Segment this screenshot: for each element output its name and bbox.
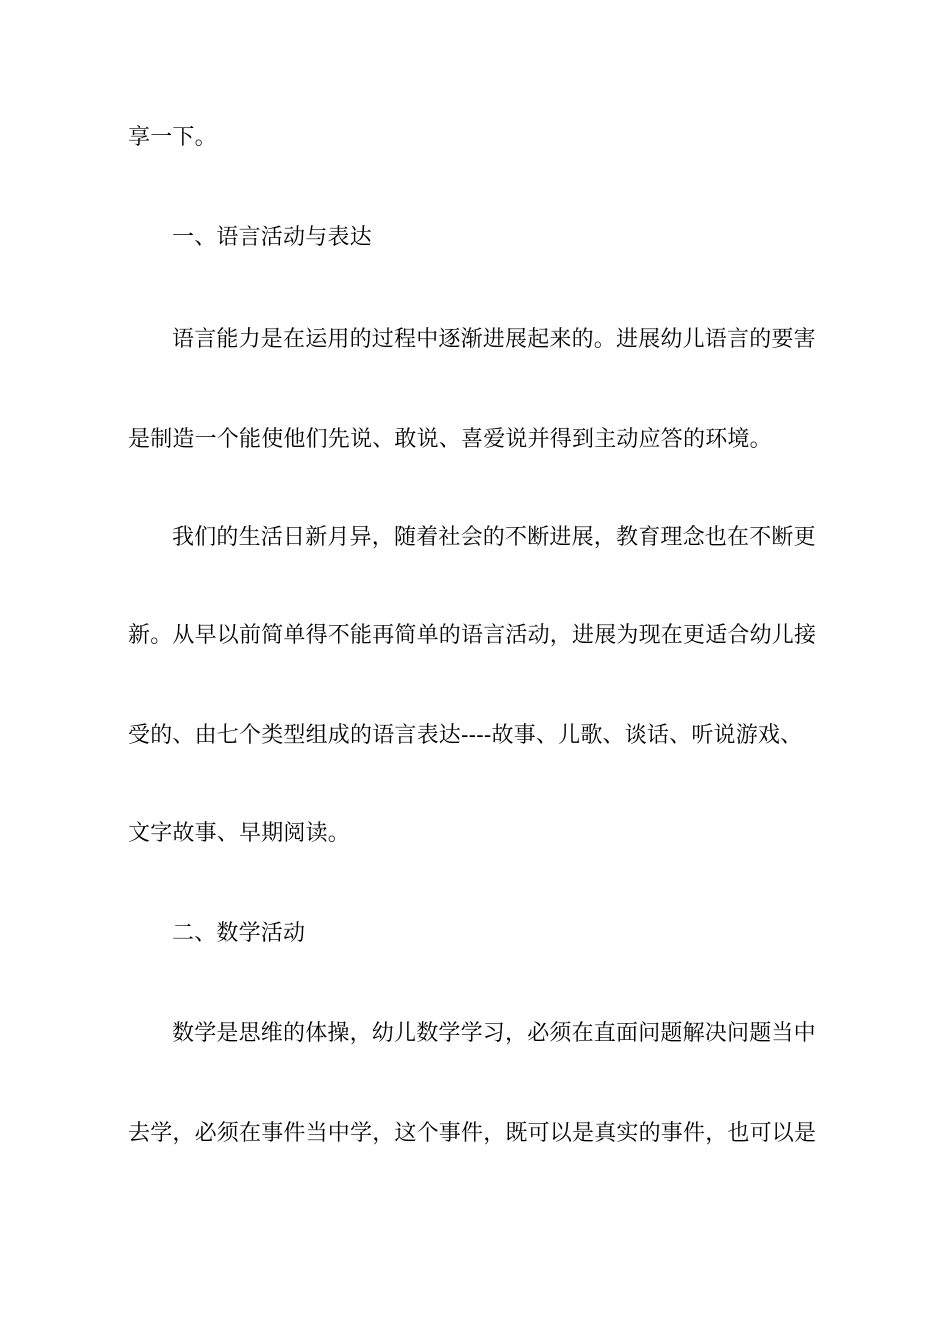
paragraph-line: 受的、由七个类型组成的语言表达----故事、儿歌、谈话、听说游戏、	[128, 723, 803, 748]
section-heading-language: 一、语言活动与表达	[172, 225, 372, 250]
paragraph-continuation-line: 享一下。	[128, 125, 217, 150]
section-heading-math: 二、数学活动	[172, 921, 306, 946]
paragraph-line: 数学是思维的体操，幼儿数学学习，必须在直面问题解决问题当中	[172, 1021, 816, 1046]
paragraph-line: 是制造一个能使他们先说、敢说、喜爱说并得到主动应答的环境。	[128, 427, 772, 452]
paragraph-line: 去学，必须在事件当中学，这个事件，既可以是真实的事件，也可以是	[128, 1121, 817, 1146]
paragraph-line: 新。从早以前简单得不能再简单的语言活动，进展为现在更适合幼儿接	[128, 623, 817, 648]
paragraph-line: 文字故事、早期阅读。	[128, 821, 351, 846]
paragraph-line: 我们的生活日新月异，随着社会的不断进展，教育理念也在不断更	[172, 525, 816, 550]
paragraph-line: 语言能力是在运用的过程中逐渐进展起来的。进展幼儿语言的要害	[172, 327, 816, 352]
